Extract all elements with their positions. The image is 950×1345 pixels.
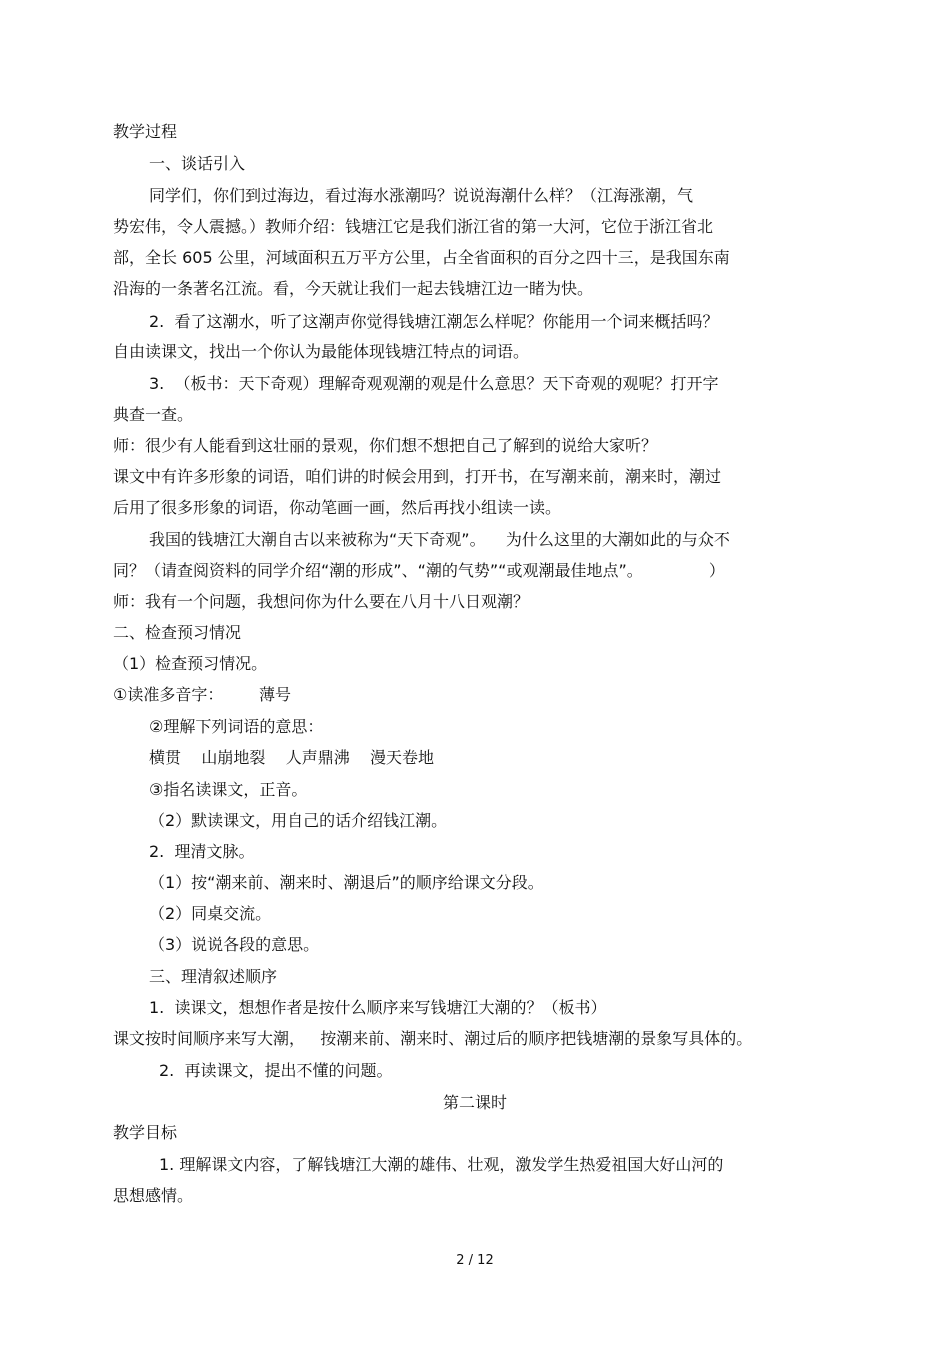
vocabulary-words: 横贯 山崩地裂 人声鼎沸 漫天卷地 — [149, 748, 435, 767]
section-heading-check-preview: 二、检查预习情况 — [113, 623, 242, 642]
paragraph-line: 2. 看了这潮水，听了这潮声你觉得钱塘江潮怎么样呢？你能用一个词来概括吗？ — [149, 312, 719, 331]
paragraph-line: 同学们，你们到过海边，看过海水涨潮吗？说说海潮什么样？（江海涨潮，气 — [149, 186, 694, 205]
paragraph-line: 部，全长 605 公里，河域面积五万平方公里，占全省面积的百分之四十三，是我国东南 — [113, 248, 730, 267]
list-item: 2. 理清文脉。 — [149, 842, 255, 861]
list-item: （3）说说各段的意思。 — [149, 935, 320, 954]
subheading-talk-intro: 一、谈话引入 — [149, 154, 246, 173]
list-item: 1. 读课文，想想作者是按什么顺序来写钱塘江大潮的？（板书） — [149, 998, 607, 1017]
paragraph-line: 3. （板书：天下奇观）理解奇观观潮的观是什么意思？天下奇观的观呢？打开字 — [149, 374, 719, 393]
paragraph-line: 势宏伟，令人震撼。）教师介绍：钱塘江它是我们浙江省的第一大河，它位于浙江省北 — [113, 217, 714, 236]
paragraph-line: 同？（请查阅资料的同学介绍“潮的形成”、“潮的气势”“或观潮最佳地点”。 ） — [113, 561, 725, 580]
list-item: 2. 再读课文，提出不懂的问题。 — [159, 1061, 393, 1080]
list-item: （2）同桌交流。 — [149, 904, 272, 923]
section-heading-teaching-process: 教学过程 — [113, 122, 178, 141]
paragraph-line: 沿海的一条著名江流。看，今天就让我们一起去钱塘江边一睹为快。 — [113, 279, 594, 298]
list-item: ①读准多音字： 薄号 — [113, 685, 291, 704]
paragraph-line: 自由读课文，找出一个你认为最能体现钱塘江特点的词语。 — [113, 342, 530, 361]
paragraph-line: 课文按时间顺序来写大潮， 按潮来前、潮来时、潮过后的顺序把钱塘潮的景象写具体的。 — [113, 1029, 753, 1048]
lesson-title-second-period: 第二课时 — [442, 1093, 507, 1112]
paragraph-line: 思想感情。 — [113, 1186, 194, 1205]
paragraph-line: 典查一查。 — [113, 405, 194, 424]
list-item: ③指名读课文，正音。 — [149, 780, 308, 799]
list-item: （2）默读课文，用自己的话介绍钱江潮。 — [149, 811, 448, 830]
list-item: ②理解下列词语的意思： — [149, 717, 324, 736]
subheading-narrative-order: 三、理清叙述顺序 — [149, 967, 278, 986]
list-item: （1）检查预习情况。 — [113, 654, 268, 673]
page-number: 2 / 12 — [456, 1253, 494, 1268]
paragraph-line: 后用了很多形象的词语，你动笔画一画，然后再找小组读一读。 — [113, 498, 562, 517]
paragraph-line: 师：很少有人能看到这壮丽的景观，你们想不想把自己了解到的说给大家听？ — [113, 436, 658, 455]
paragraph-line: 师：我有一个问题，我想问你为什么要在八月十八日观潮？ — [113, 592, 530, 611]
paragraph-line: 我国的钱塘江大潮自古以来被称为“天下奇观”。 为什么这里的大潮如此的与众不 — [149, 530, 730, 549]
section-heading-teaching-goals: 教学目标 — [113, 1123, 178, 1142]
list-item: （1）按“潮来前、潮来时、潮退后”的顺序给课文分段。 — [149, 873, 544, 892]
paragraph-line: 1. 理解课文内容，了解钱塘江大潮的雄伟、壮观，激发学生热爱祖国大好山河的 — [159, 1155, 724, 1174]
paragraph-line: 课文中有许多形象的词语，咱们讲的时候会用到，打开书，在写潮来前，潮来时，潮过 — [113, 467, 722, 486]
